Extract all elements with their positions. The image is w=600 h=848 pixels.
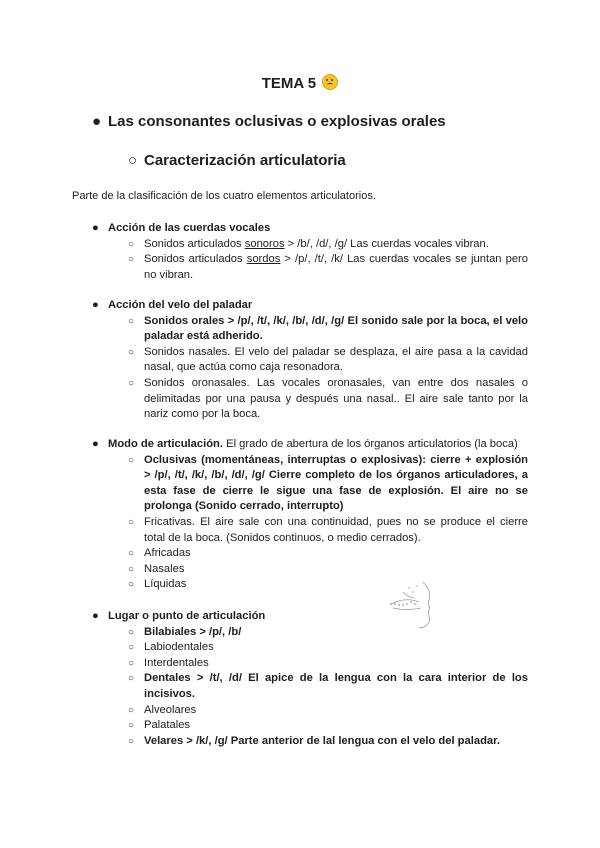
list-item: ○ Palatales — [92, 718, 528, 734]
list-item: ○ Nasales — [92, 562, 528, 578]
section-heading: ● Lugar o punto de articulación — [92, 609, 528, 625]
section-velum — [92, 298, 528, 423]
heading1-text: Las consonantes oclusivas o explosivas orales — [108, 113, 446, 130]
sub-list — [92, 453, 528, 593]
section-heading: ● Acción del velo del paladar — [92, 298, 528, 314]
page-title — [0, 74, 600, 92]
worried-face-icon — [322, 74, 338, 90]
heading-level-2 — [128, 152, 346, 169]
section-place — [92, 609, 528, 749]
list-item: ○ Velares > /k/, /g/ Parte anterior de lal lengua con el velo del paladar. — [92, 734, 528, 750]
sub-list — [92, 314, 528, 423]
list-item: ○ Sonidos oronasales. Las vocales oronasales, van entre dos nasales o delimitadas por una pausa y después una nasal.. El aire sale tanto por la nariz como por la boca. — [92, 376, 528, 423]
bullet-disc-icon: ● — [92, 610, 99, 622]
list-item: ○ Labiodentales — [92, 640, 528, 656]
list-item: ○ Dentales > /t/, /d/ El apice de la lengua con la cara interior de los incisivos. — [92, 671, 528, 702]
section-manner — [92, 437, 528, 593]
list-item: ○ Bilabiales > /p/, /b/ — [92, 625, 528, 641]
list-item: ○ Líquidas — [92, 577, 528, 593]
list-item: ○ Sonidos articulados sordos > /p/, /t/, /k/ Las cuerdas vocales se juntan pero no vibran. — [92, 252, 528, 283]
bullet-circle-icon: ○ — [128, 152, 138, 169]
sub-list — [92, 237, 528, 284]
bullet-disc-icon: ● — [92, 299, 99, 311]
list-item: ○ Interdentales — [92, 656, 528, 672]
sub-list — [92, 625, 528, 750]
title-text: TEMA 5 — [261, 75, 317, 92]
bullet-disc-icon: ● — [92, 222, 99, 234]
list-item: ○ Sonidos articulados sonoros > /b/, /d/, /g/ Las cuerdas vocales vibran. — [92, 237, 528, 253]
list-item: ○ Africadas — [92, 546, 528, 562]
heading-level-1 — [92, 113, 446, 130]
bullet-disc-icon: ● — [92, 113, 102, 130]
section-vocal-cords — [92, 221, 528, 283]
list-item: ○ Sonidos orales > /p/, /t/, /k/, /b/, /d/, /g/ El sonido sale por la boca, el velo paladar está adherido. — [92, 314, 528, 345]
section-heading: ● Acción de las cuerdas vocales — [92, 221, 528, 237]
list-item: ○ Fricativas. El aire sale con una continuidad, pues no se produce el cierre total de la boca. (Sonidos continuos, o medio cerrados). — [92, 515, 528, 546]
heading2-text: Caracterización articulatoria — [144, 152, 346, 169]
list-item: ○ Sonidos nasales. El velo del paladar se desplaza, el aire pasa a la cavidad nasal, que actúa como caja resonadora. — [92, 345, 528, 376]
bullet-disc-icon: ● — [92, 438, 99, 450]
list-item: ○ Oclusivas (momentáneas, interruptas o explosivas): cierre + explosión > /p/, /t/, /k/, /b/, /d/, /g/ Cierre completo de los órganos articuladores, a esta fase de cierre le sigue una fase de explosión. El aire no se prolonga (Sonido cerrado, interrupto) — [92, 453, 528, 515]
section-heading: ● Modo de articulación. El grado de abertura de los órganos articulatorios (la boca) — [92, 437, 528, 453]
list-item: ○ Alveolares — [92, 703, 528, 719]
intro-paragraph: Parte de la clasificación de los cuatro elementos articulatorios. — [72, 190, 376, 202]
mouth-sketch-image — [385, 578, 445, 630]
